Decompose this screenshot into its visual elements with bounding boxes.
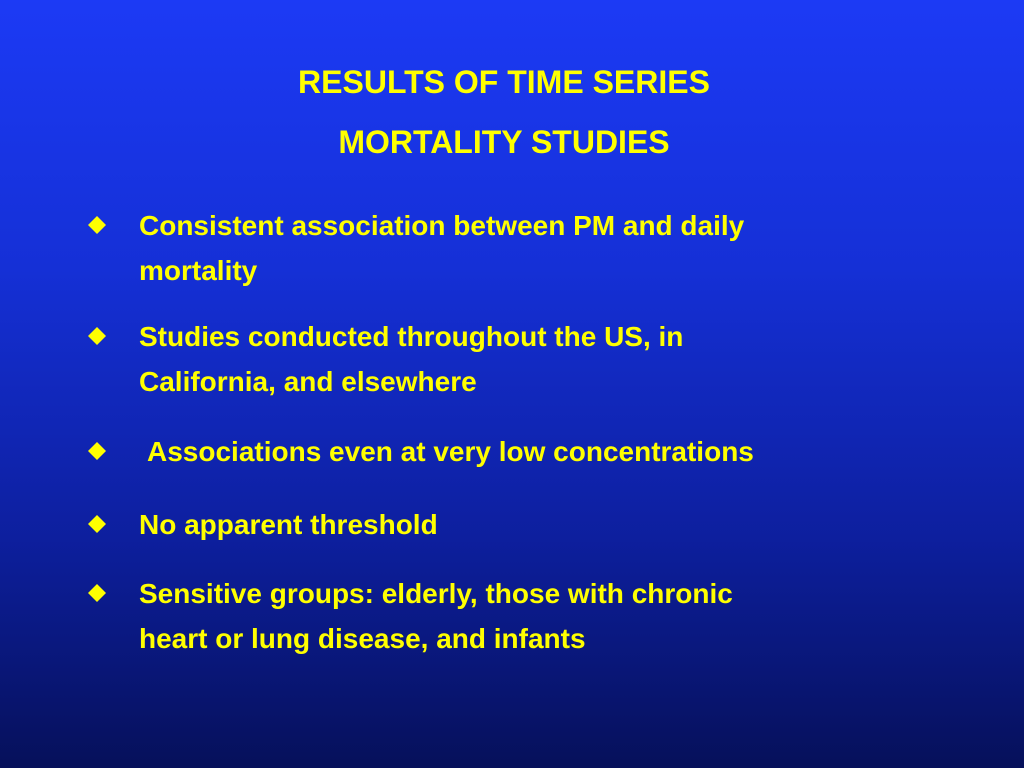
- bullet-line: Consistent association between PM and daily: [139, 210, 745, 241]
- bullet-line: Studies conducted throughout the US, in: [139, 321, 684, 352]
- bullet-line: California, and elsewhere: [139, 366, 477, 397]
- diamond-bullet-icon: [88, 216, 106, 234]
- diamond-bullet-icon: [88, 442, 106, 460]
- diamond-bullet-icon: [88, 584, 106, 602]
- title-line-1: RESULTS OF TIME SERIES: [298, 64, 710, 100]
- bullet-item: [88, 203, 908, 293]
- bullet-item: [88, 314, 908, 404]
- bullet-text: [139, 571, 899, 661]
- bullet-line: Sensitive groups: elderly, those with chronic: [139, 578, 733, 609]
- slide-title: [0, 52, 1008, 172]
- diamond-bullet-icon: [88, 515, 106, 533]
- title-line-2: MORTALITY STUDIES: [338, 124, 670, 160]
- bullet-line: heart or lung disease, and infants: [139, 623, 586, 654]
- bullet-item: [88, 429, 908, 474]
- bullet-line: mortality: [139, 255, 258, 286]
- bullet-line: No apparent threshold: [139, 509, 438, 540]
- bullet-text: [147, 429, 907, 474]
- bullet-text: [139, 502, 899, 547]
- bullet-text: [139, 314, 899, 404]
- diamond-bullet-icon: [88, 327, 106, 345]
- bullet-item: [88, 571, 908, 661]
- bullet-text: [139, 203, 899, 293]
- bullet-line: Associations even at very low concentrations: [147, 436, 754, 467]
- bullet-item: [88, 502, 908, 547]
